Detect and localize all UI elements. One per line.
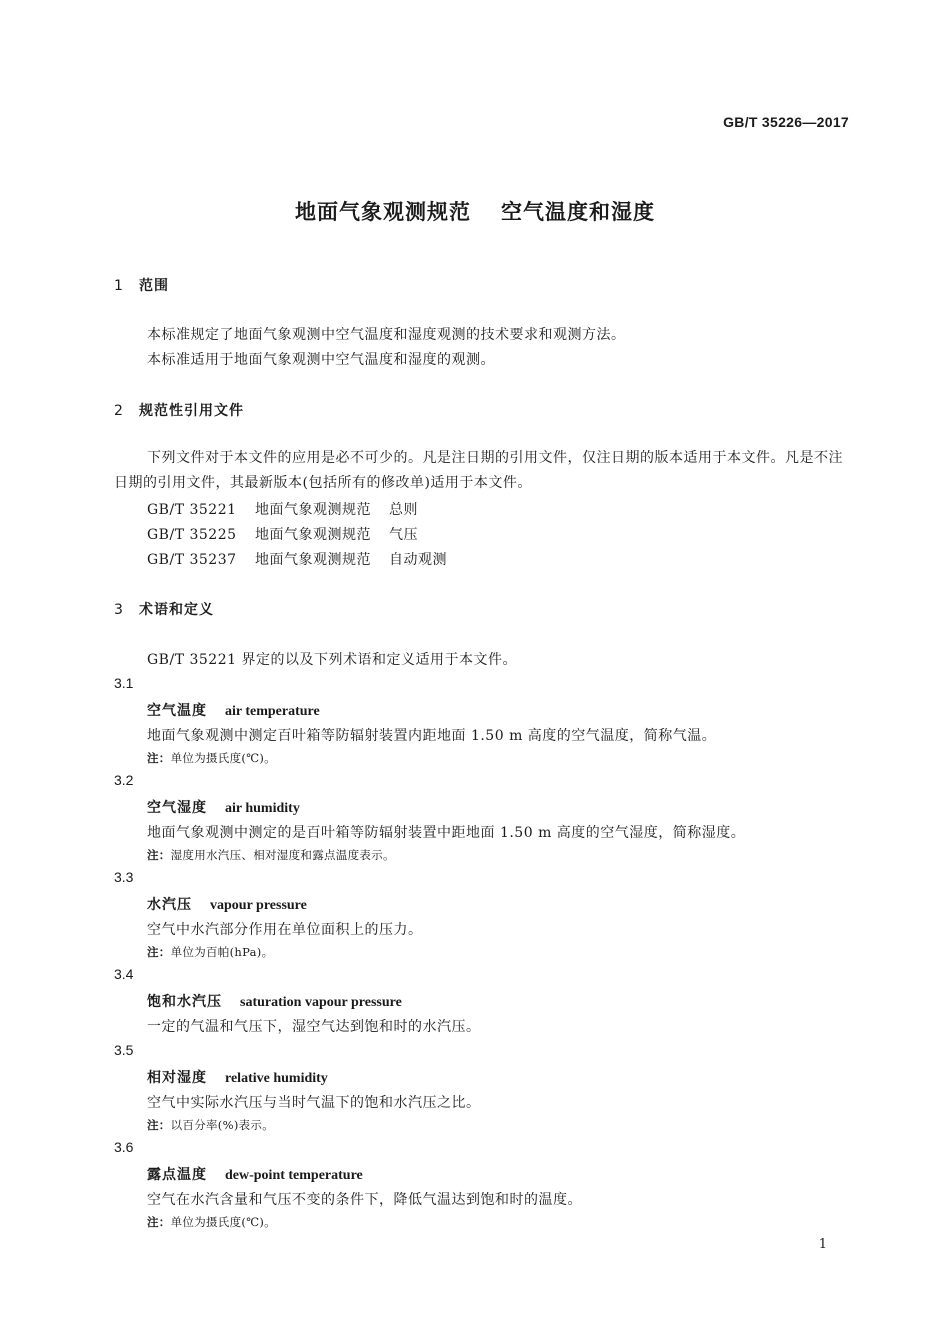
term-definition: 地面气象观测中测定百叶箱等防辐射装置内距地面 1.50 m 高度的空气温度，简称气温。 xyxy=(147,728,717,744)
term-note xyxy=(147,944,273,960)
note-text: 湿度用水汽压、相对湿度和露点温度表示。 xyxy=(170,848,395,862)
note-label: 注： xyxy=(147,751,171,765)
reference-code: GB/T 35225 xyxy=(147,527,237,543)
term-en: air humidity xyxy=(225,801,300,816)
term-zh: 相对湿度 xyxy=(147,1070,207,1086)
reference-item xyxy=(147,499,418,519)
term-definition: 空气中水汽部分作用在单位面积上的压力。 xyxy=(147,922,423,938)
reference-topic: 总则 xyxy=(389,502,418,518)
term-en: relative humidity xyxy=(225,1071,328,1086)
section-2-heading xyxy=(114,400,244,420)
note-text: 单位为摄氏度(℃)。 xyxy=(170,1215,276,1229)
section-number: 1 xyxy=(114,278,124,294)
section-title: 规范性引用文件 xyxy=(139,403,244,419)
reference-topic: 自动观测 xyxy=(389,552,447,568)
term-heading xyxy=(147,991,402,1011)
term-heading xyxy=(147,797,300,817)
reference-code: GB/T 35221 xyxy=(147,502,237,518)
term-zh: 空气温度 xyxy=(147,703,207,719)
reference-name: 地面气象观测规范 xyxy=(255,527,371,543)
terms-intro: GB/T 35221 界定的以及下列术语和定义适用于本文件。 xyxy=(147,652,517,668)
section-number: 3 xyxy=(114,602,124,618)
reference-name: 地面气象观测规范 xyxy=(255,552,371,568)
note-text: 单位为摄氏度(℃)。 xyxy=(170,751,276,765)
standard-code: GB/T 35226—2017 xyxy=(723,114,849,130)
term-zh: 露点温度 xyxy=(147,1167,207,1183)
section-3-heading xyxy=(114,599,214,619)
section-1-heading xyxy=(114,275,169,295)
term-note xyxy=(147,847,395,863)
reference-item xyxy=(147,524,418,544)
note-label: 注： xyxy=(147,1118,171,1132)
reference-code: GB/T 35237 xyxy=(147,552,237,568)
references-intro: 下列文件对于本文件的应用是必不可少的。凡是注日期的引用文件，仅注日期的版本适用于本文件。凡是不注日期的引用文件，其最新版本(包括所有的修改单)适用于本文件。 xyxy=(114,450,843,491)
note-label: 注： xyxy=(147,945,171,959)
term-zh: 空气湿度 xyxy=(147,800,207,816)
page-title xyxy=(0,196,950,226)
term-definition: 一定的气温和气压下，湿空气达到饱和时的水汽压。 xyxy=(147,1019,481,1035)
term-en: saturation vapour pressure xyxy=(240,995,402,1010)
section-title: 范围 xyxy=(139,278,169,294)
term-en: vapour pressure xyxy=(210,898,307,913)
term-number: 3.4 xyxy=(114,966,134,982)
page-number: 1 xyxy=(818,1237,827,1252)
term-heading xyxy=(147,894,307,914)
term-note xyxy=(147,1117,274,1133)
term-number: 3.6 xyxy=(114,1139,134,1155)
term-zh: 水汽压 xyxy=(147,897,192,913)
term-number: 3.3 xyxy=(114,869,134,885)
note-text: 单位为百帕(hPa)。 xyxy=(170,945,274,959)
term-en: air temperature xyxy=(225,704,320,719)
section-number: 2 xyxy=(114,403,124,419)
term-number: 3.5 xyxy=(114,1042,134,1058)
term-en: dew-point temperature xyxy=(225,1168,363,1183)
term-definition: 地面气象观测中测定的是百叶箱等防辐射装置中距地面 1.50 m 高度的空气湿度，简称湿度。 xyxy=(147,825,746,841)
title-part-1: 地面气象观测规范 xyxy=(295,200,471,224)
note-label: 注： xyxy=(147,848,171,862)
title-part-2: 空气温度和湿度 xyxy=(501,200,655,224)
section-title: 术语和定义 xyxy=(139,602,214,618)
term-heading xyxy=(147,1164,363,1184)
term-number: 3.2 xyxy=(114,772,134,788)
note-text: 以百分率(%)表示。 xyxy=(170,1118,275,1132)
term-number: 3.1 xyxy=(114,675,134,691)
note-label: 注： xyxy=(147,1215,171,1229)
term-zh: 饱和水汽压 xyxy=(147,994,222,1010)
term-heading xyxy=(147,700,320,720)
term-note xyxy=(147,1214,276,1230)
scope-paragraph-2: 本标准适用于地面气象观测中空气温度和湿度的观测。 xyxy=(147,352,495,368)
term-note xyxy=(147,750,276,766)
term-definition: 空气中实际水汽压与当时气温下的饱和水汽压之比。 xyxy=(147,1095,481,1111)
reference-item xyxy=(147,549,447,569)
reference-name: 地面气象观测规范 xyxy=(255,502,371,518)
scope-paragraph-1: 本标准规定了地面气象观测中空气温度和湿度观测的技术要求和观测方法。 xyxy=(147,327,626,343)
reference-topic: 气压 xyxy=(389,527,418,543)
term-heading xyxy=(147,1067,328,1087)
term-definition: 空气在水汽含量和气压不变的条件下，降低气温达到饱和时的温度。 xyxy=(147,1192,582,1208)
